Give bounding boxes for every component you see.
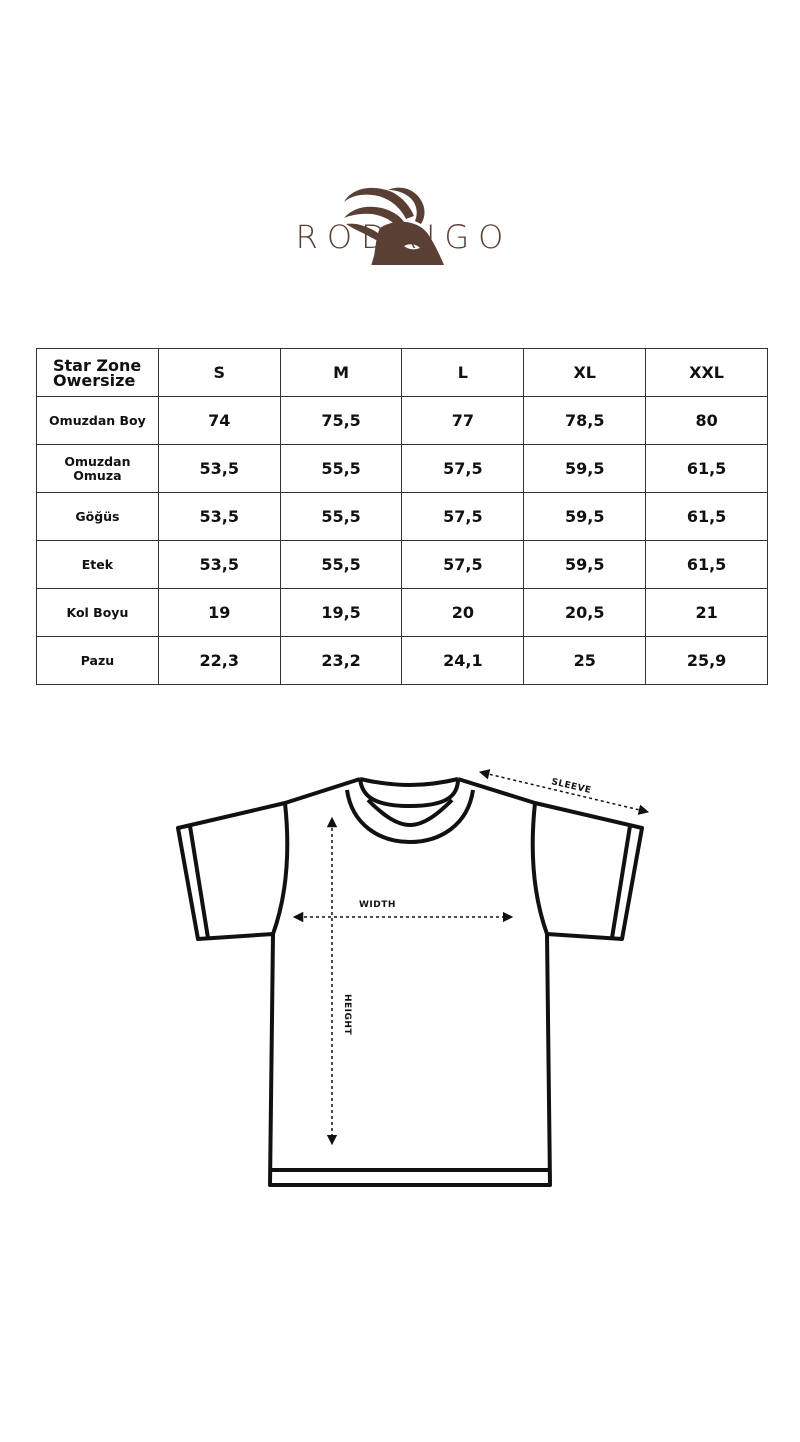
table-cell: 55,5 (280, 493, 402, 541)
table-cell: 53,5 (158, 541, 280, 589)
row-label: Omuzdan Omuza (37, 445, 159, 493)
table-cell: 55,5 (280, 445, 402, 493)
table-row (37, 541, 768, 589)
table-cell: 78,5 (524, 397, 646, 445)
size-header: L (402, 349, 524, 397)
table-cell: 57,5 (402, 541, 524, 589)
row-label: Omuzdan Boy (37, 397, 159, 445)
sleeve-label: SLEEVE (550, 777, 593, 797)
table-row (37, 589, 768, 637)
table-cell: 77 (402, 397, 524, 445)
table-cell: 57,5 (402, 493, 524, 541)
row-label: Kol Boyu (37, 589, 159, 637)
table-cell: 20,5 (524, 589, 646, 637)
row-label: Etek (37, 541, 159, 589)
size-header: XL (524, 349, 646, 397)
table-cell: 20 (402, 589, 524, 637)
size-chart-table (36, 348, 768, 685)
table-row (37, 445, 768, 493)
size-header: S (158, 349, 280, 397)
size-header: M (280, 349, 402, 397)
table-cell: 59,5 (524, 445, 646, 493)
table-cell: 19,5 (280, 589, 402, 637)
table-cell: 59,5 (524, 493, 646, 541)
table-cell: 24,1 (402, 637, 524, 685)
table-header-row (37, 349, 768, 397)
size-header: XXL (646, 349, 768, 397)
table-row (37, 637, 768, 685)
table-cell: 59,5 (524, 541, 646, 589)
row-label: Pazu (37, 637, 159, 685)
height-label: HEIGHT (342, 994, 352, 1036)
table-cell: 21 (646, 589, 768, 637)
table-cell: 57,5 (402, 445, 524, 493)
table-cell: 25 (524, 637, 646, 685)
table-row (37, 493, 768, 541)
width-label: WIDTH (359, 900, 396, 910)
table-cell: 75,5 (280, 397, 402, 445)
table-cell: 19 (158, 589, 280, 637)
table-row (37, 397, 768, 445)
table-cell: 55,5 (280, 541, 402, 589)
table-cell: 61,5 (646, 493, 768, 541)
table-cell: 53,5 (158, 493, 280, 541)
table-cell: 22,3 (158, 637, 280, 685)
tshirt-outline-icon (0, 760, 800, 1200)
table-cell: 53,5 (158, 445, 280, 493)
table-cell: 74 (158, 397, 280, 445)
table-title: Star Zone Owersize (37, 349, 159, 397)
table-cell: 25,9 (646, 637, 768, 685)
table-cell: 23,2 (280, 637, 402, 685)
table-cell: 80 (646, 397, 768, 445)
brand-name: RODRIGO (295, 218, 513, 256)
table-cell: 61,5 (646, 541, 768, 589)
table-cell: 61,5 (646, 445, 768, 493)
row-label: Göğüs (37, 493, 159, 541)
